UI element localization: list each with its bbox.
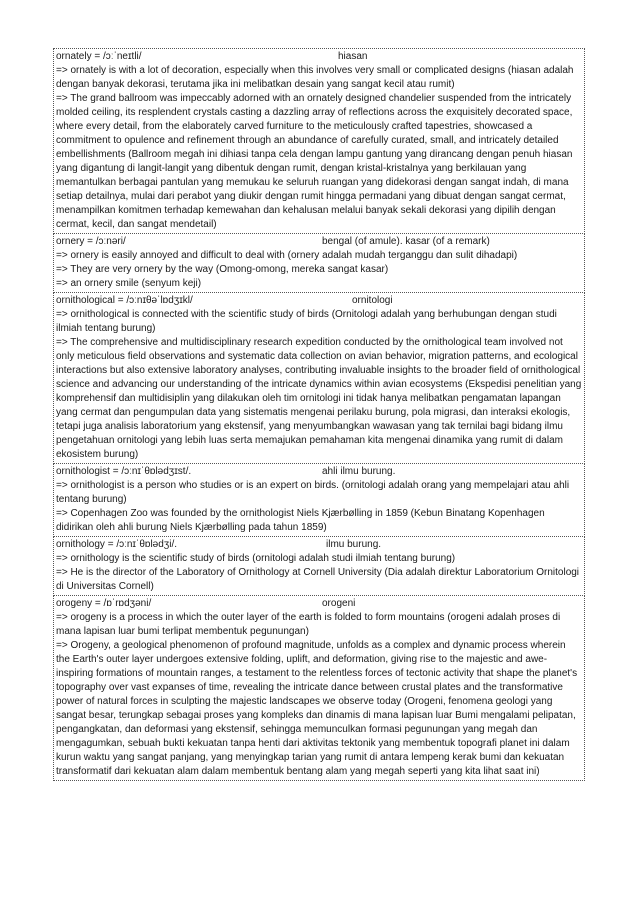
example-line: => He is the director of the Laboratory of Ornithology at Cornell University (Dia adalah direktur Laboratorium Ornitologi di Universitas Cornell) — [56, 567, 580, 592]
meaning: ahli ilmu burung. — [322, 466, 396, 477]
entry-header — [56, 465, 582, 479]
example-line: => an ornery smile (senyum keji) — [56, 278, 202, 289]
definition-line: => ornately is with a lot of decoration, especially when this involves very small or complicated designs (hiasan adalah dengan banyak dekorasi, terutama jika ini melibatkan desain yang sangat kecil atau rumit) — [56, 65, 574, 90]
headword: orogeny = /ɒˈrɒdʒəni/ — [56, 598, 152, 609]
definition-line: => orogeny is a process in which the outer layer of the earth is folded to form mountains (orogeni adalah proses di mana lapisan luar bumi terlipat membentuk pegunungan) — [56, 612, 561, 637]
headword: ornery = /ɔːnəri/ — [56, 236, 126, 247]
meaning: hiasan — [338, 51, 368, 62]
entry-header — [56, 538, 582, 552]
definition-line: => ornithological is connected with the scientific study of birds (Ornitologi adalah yang berhubungan dengan studi ilmiah tentang burung) — [56, 309, 557, 334]
headword: ornithological = /ɔːnɪθəˈlɒdʒɪkl/ — [56, 295, 193, 306]
meaning: bengal (of amule). kasar (of a remark) — [322, 236, 490, 247]
meaning: ilmu burung. — [326, 539, 382, 550]
meaning: orogeni — [322, 598, 356, 609]
example-line: => They are very ornery by the way (Omong-omong, mereka sangat kasar) — [56, 264, 389, 275]
vocabulary-page — [53, 48, 585, 781]
example-line: => Copenhagen Zoo was founded by the ornithologist Niels Kjærbølling in 1859 (Kebun Binatang Kopenhagen didirikan oleh ahli burung Niels Kjærbølling pada tahun 1859) — [56, 508, 545, 533]
entry-header — [56, 597, 582, 611]
headword: ornithologist = /ɔːnɪˈθɒlədʒɪst/. — [56, 466, 192, 477]
definition-line: => ornithology is the scientific study of birds (ornitologi adalah studi ilmiah tentang burung) — [56, 553, 456, 564]
entry-header — [56, 50, 582, 64]
headword: ornately = /ɔːˈneɪtli/ — [56, 51, 142, 62]
entry-header — [56, 235, 582, 249]
entry-header — [56, 294, 582, 308]
meaning: ornitologi — [352, 295, 393, 306]
entry-ornithological — [53, 293, 585, 464]
example-line: => Orogeny, a geological phenomenon of profound magnitude, unfolds as a complex and dynamic process wherein the Earth's outer layer undergoes extensive folding, uplift, and deformation, giving rise to the majestic and awe-inspiring formations of mountain ranges, a testament to the relentless forces of tectonic activity that shape the planet's topography over vast expanses of time, revealing the intricate dance between crustal plates and the transformative power of natural forces in sculpting the majestic landscapes we observe today (Orogeni, fenomena geologi yang sangat besar, terungkap sebagai proses yang kompleks dan dinamis di mana lapisan luar Bumi mengalami pelipatan, pengangkatan, dan deformasi yang ekstensif, sehingga memunculkan formasi pegunungan yang megah dan mengagumkan, sebuah bukti kekuatan tanpa henti dari aktivitas tektonik yang membentuk topografi planet ini dalam kurun waktu yang sangat panjang, yang menyingkap tarian yang rumit di antara lempeng kerak bumi dan kekuatan transformatif dari kekuatan alam dalam membentuk bentang alam yang megah seperti yang kita lihat saat ini) — [56, 640, 578, 777]
entry-ornithology — [53, 537, 585, 596]
definition-line: => ornery is easily annoyed and difficult to deal with (ornery adalah mudah terganggu dan sulit dihadapi) — [56, 250, 518, 261]
entry-ornithologist — [53, 464, 585, 537]
definition-line: => ornithologist is a person who studies or is an expert on birds. (ornitologi adalah orang yang mempelajari atau ahli tentang burung) — [56, 480, 570, 505]
headword: ornithology = /ɔːnɪˈθɒlədʒi/. — [56, 539, 178, 550]
entry-ornery — [53, 234, 585, 293]
example-line: => The grand ballroom was impeccably adorned with an ornately designed chandelier suspended from the intricately molded ceiling, its resplendent crystals casting a dazzling array of reflections across the exquisitely decorated space, where every detail, from the elaborately carved furniture to the meticulously crafted tapestries, showcased a commitment to opulence and refinement through an abundance of carefully curated, small, and intricately detailed embellishments (Ballroom megah ini dihiasi tanpa cela dengan lampu gantung yang dirancang dengan penuh hiasan yang digantung di langit-langit yang dibentuk dengan rumit, dengan kristal-kristalnya yang berkilauan yang memantulkan berbagai pantulan yang memukau ke seluruh ruangan yang didekorasi dengan sangat indah, di mana setiap detailnya, mulai dari perabot yang diukir dengan rumit hingga permadani yang dibuat dengan sangat cermat, menampilkan komitmen terhadap kemewahan dan kehalusan melalui banyak sekali dekorasi yang dipilih dengan cermat, kecil, dan sangat mendetail) — [56, 93, 573, 230]
entry-orogeny — [53, 596, 585, 781]
example-line: => The comprehensive and multidisciplinary research expedition conducted by the ornithological team involved not only meticulous field observations and systematic data collection on avian behavior, migration patterns, and ecological interactions but also extensive laboratory analyses, contributing invaluable insights to the broader field of ornithological science and advancing our understanding of the intricate dynamics within avian ecosystems (Ekspedisi penelitian yang komprehensif dan multidisiplin yang dilakukan oleh tim ornitologi ini tidak hanya melibatkan pengamatan lapangan yang cermat dan pengumpulan data yang sistematis mengenai perilaku burung, pola migrasi, dan interaksi ekologis, tetapi juga analisis laboratorium yang ekstensif, yang menyumbangkan wawasan yang tak ternilai bagi bidang ilmu pengetahuan ornitologi yang lebih luas serta memajukan pemahaman kita mengenai dinamika yang rumit di dalam ekosistem burung) — [56, 337, 582, 460]
entry-ornately — [53, 48, 585, 234]
